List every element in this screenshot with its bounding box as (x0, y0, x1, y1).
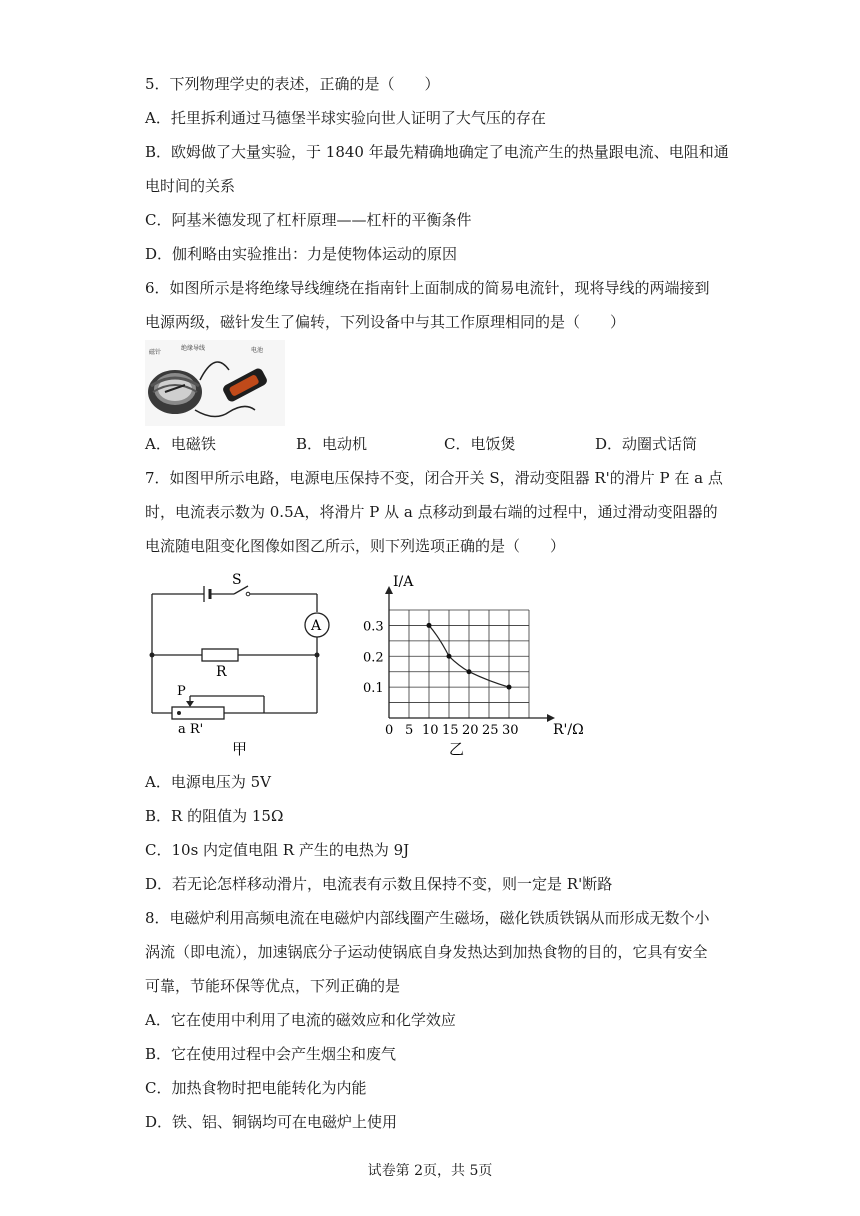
chart-grid (389, 610, 529, 718)
q5-option-c: C．阿基米德发现了杠杆原理——杠杆的平衡条件 (145, 211, 472, 229)
data-point (507, 685, 512, 690)
q7-stem-cont1: 时，电流表示数为 0.5A，将滑片 P 从 a 点移动到最右端的过程中，通过滑动变阻器的 (145, 503, 718, 521)
y-tick-label: 0.1 (363, 681, 384, 697)
circuit-caption: 甲 (232, 740, 248, 758)
rheostat-label: a R' (178, 722, 204, 737)
x-tick-label: 30 (502, 723, 519, 738)
y-axis-arrow (385, 586, 393, 594)
chart-xlabel: R'/Ω (553, 722, 584, 738)
q7-stem: 7．如图甲所示电路，电源电压保持不变，闭合开关 S，滑动变阻器 R'的滑片 P 在 a 点 (145, 469, 723, 487)
q6-stem-cont: 电源两级，磁针发生了偏转，下列设备中与其工作原理相同的是（ ） (145, 313, 626, 331)
q8-stem: 8．电磁炉利用高频电流在电磁炉内部线圈产生磁场，磁化铁质铁锅从而形成无数个小 (145, 909, 710, 927)
q8-stem-cont1: 涡流（即电流），加速锅底分子运动使锅底自身发热达到加热食物的目的，它具有安全 (145, 943, 708, 961)
q8-option-a: A．它在使用中利用了电流的磁效应和化学效应 (145, 1011, 456, 1029)
current-resistance-chart (355, 568, 605, 758)
circuit-diagram (140, 568, 340, 758)
page-footer: 试卷第 2页，共 5页 (367, 1163, 493, 1179)
slider-label: P (177, 684, 186, 699)
ammeter-label: A (311, 618, 322, 634)
y-tick-label: 0.3 (363, 619, 384, 635)
compass-galvanometer-photo (145, 340, 285, 426)
x-axis-arrow (547, 714, 555, 722)
switch-label: S (232, 572, 242, 588)
q5-stem: 5．下列物理学史的表述，正确的是（ ） (145, 75, 440, 93)
q6-option-d: D．动圈式话筒 (595, 435, 698, 453)
q5-option-b-cont: 电时间的关系 (145, 177, 236, 195)
q7-option-a: A．电源电压为 5V (145, 773, 271, 791)
q5-option-a: A．托里拆利通过马德堡半球实验向世人证明了大气压的存在 (145, 109, 546, 127)
q7-option-b: B．R 的阻值为 15Ω (145, 807, 284, 825)
photo-label-battery: 电池 (251, 347, 264, 354)
q7-option-d: D．若无论怎样移动滑片，电流表有示数且保持不变，则一定是 R'断路 (145, 875, 613, 893)
y-tick-label: 0.2 (363, 650, 384, 666)
photo-label-wire: 绝缘导线 (181, 345, 206, 352)
q5-option-d: D．伽利略由实验推出：力是使物体运动的原因 (145, 245, 458, 263)
q7-option-c: C．10s 内定值电阻 R 产生的电热为 9J (145, 841, 410, 859)
chart-ylabel: I/A (393, 574, 414, 590)
q6-option-a: A．电磁铁 (145, 435, 216, 453)
q7-stem-cont2: 电流随电阻变化图像如图乙所示，则下列选项正确的是（ ） (145, 537, 566, 555)
q6-option-b: B．电动机 (296, 435, 368, 453)
chart-axes (385, 586, 555, 722)
data-point (427, 623, 432, 628)
x-tick-label: 10 (422, 723, 439, 738)
x-tick-label: 25 (482, 723, 499, 738)
data-point (447, 654, 452, 659)
x-tick-label: 15 (442, 723, 459, 738)
x-tick-label: 5 (405, 723, 414, 738)
q6-option-c: C．电饭煲 (444, 435, 516, 453)
q8-option-b: B．它在使用过程中会产生烟尘和废气 (145, 1045, 397, 1063)
q8-option-c: C．加热食物时把电能转化为内能 (145, 1079, 367, 1097)
chart-caption: 乙 (449, 740, 465, 758)
x-tick-label: 20 (462, 723, 479, 738)
x-tick-label: 0 (385, 723, 394, 738)
photo-label-needle: 磁针 (149, 349, 162, 356)
q5-option-b: B．欧姆做了大量实验，于 1840 年最先精确地确定了电流产生的热量跟电流、电阻和通 (145, 143, 729, 161)
chart-ticks (363, 619, 519, 738)
q6-stem: 6．如图所示是将绝缘导线缠绕在指南针上面制成的简易电流针，现将导线的两端接到 (145, 279, 710, 297)
q8-stem-cont2: 可靠，节能环保等优点，下列正确的是 (145, 977, 401, 995)
resistor-label: R (216, 664, 227, 680)
data-point (467, 669, 472, 674)
q8-option-d: D．铁、铝、铜锅均可在电磁炉上使用 (145, 1113, 398, 1131)
